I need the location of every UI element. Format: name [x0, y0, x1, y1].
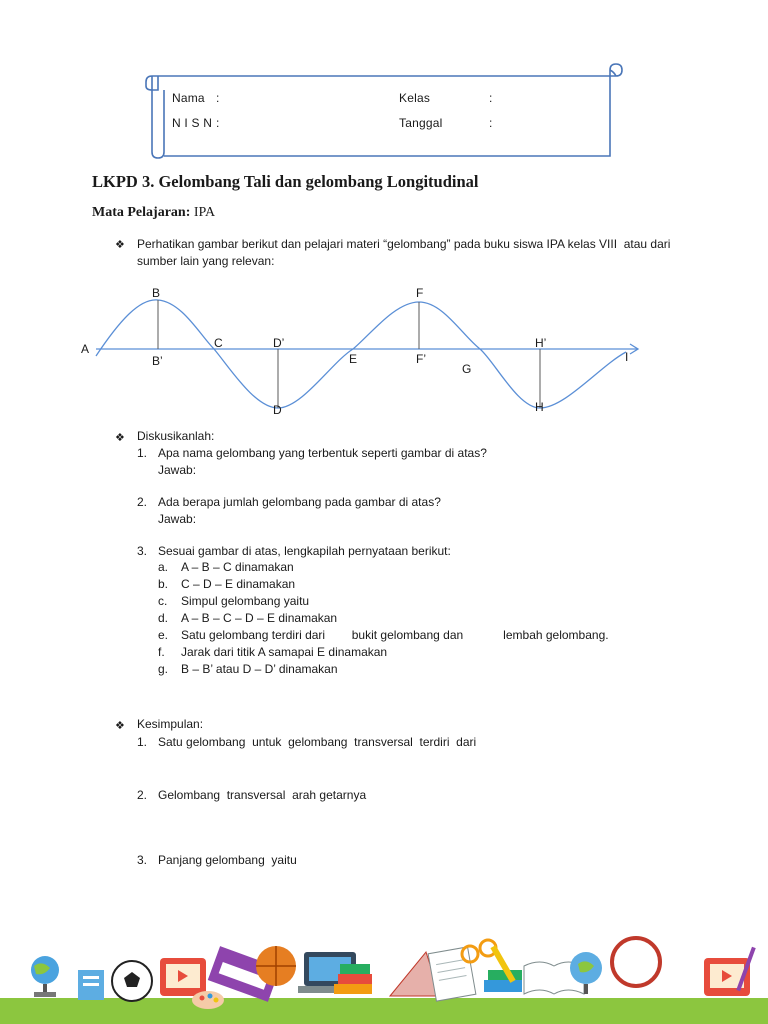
- kelas-label: Kelas: [399, 91, 431, 105]
- wave-label-f-prime: F’: [416, 352, 426, 366]
- kelas-colon: :: [489, 91, 493, 105]
- books-icon: [484, 970, 522, 992]
- tambourine-icon: [612, 938, 660, 986]
- conclusion-3-text: Panjang gelombang yaitu: [158, 853, 297, 867]
- wave-label-f: F: [416, 286, 424, 300]
- subject-line: [92, 205, 215, 221]
- school-supplies-footer-illustration: [0, 936, 768, 1024]
- wave-label-c: C: [214, 336, 223, 350]
- item-letter: d.: [158, 611, 169, 625]
- question-2-number: 2.: [137, 495, 148, 509]
- clipboard-icon: [78, 970, 104, 1000]
- paint-palette-icon: [192, 991, 224, 1009]
- question-3-text: Sesuai gambar di atas, lengkapilah pernyataan berikut:: [158, 544, 451, 558]
- page-title: LKPD 3. Gelombang Tali dan gelombang Longitudinal: [92, 172, 479, 191]
- item-letter: g.: [158, 662, 169, 676]
- conclusion-heading: Kesimpulan:: [137, 717, 204, 731]
- conclusion-1-number: 1.: [137, 735, 148, 749]
- diamond-bullet-icon: ❖: [115, 432, 125, 444]
- item-text: B – B’ atau D – D’ dinamakan: [181, 662, 338, 676]
- basketball-icon: [256, 946, 296, 986]
- transverse-wave-diagram: [70, 280, 670, 420]
- wave-label-g: G: [462, 362, 472, 376]
- wave-label-b-prime: B’: [152, 354, 163, 368]
- wave-label-h: H: [535, 400, 544, 414]
- notebook-icon: [428, 947, 476, 1001]
- wave-label-h-prime: H’: [535, 336, 547, 350]
- wave-label-i: I: [625, 350, 629, 364]
- header-scroll-frame: [140, 60, 630, 164]
- intro-line-1: Perhatikan gambar berikut dan pelajari materi “gelombang” pada buku siswa IPA kelas VIII atau dari: [137, 237, 671, 251]
- question-1-number: 1.: [137, 446, 148, 460]
- item-text: Jarak dari titik A samapai E dinamakan: [181, 645, 388, 659]
- tanggal-colon: :: [489, 116, 493, 130]
- conclusion-1-text: Satu gelombang untuk gelombang transversal terdiri dari: [158, 735, 477, 749]
- question-3-number: 3.: [137, 544, 148, 558]
- footer-green-band: [0, 998, 768, 1024]
- item-text: Satu gelombang terdiri dari bukit gelombang dan lembah gelombang.: [181, 628, 609, 642]
- nisn-label: N I S N: [172, 116, 213, 130]
- wave-label-a: A: [81, 342, 90, 356]
- item-letter: e.: [158, 628, 169, 642]
- item-text: C – D – E dinamakan: [181, 577, 296, 591]
- question-2-text: Ada berapa jumlah gelombang pada gambar di atas?: [158, 495, 441, 509]
- conclusion-3-number: 3.: [137, 853, 148, 867]
- item-text: A – B – C – D – E dinamakan: [181, 611, 338, 625]
- wave-label-b: B: [152, 286, 161, 300]
- item-letter: c.: [158, 594, 168, 608]
- wave-label-d-prime: D’: [273, 336, 285, 350]
- subject-value: IPA: [193, 205, 216, 220]
- wave-label-d: D: [273, 403, 282, 417]
- soccer-ball-icon: [112, 961, 152, 1001]
- conclusion-2-number: 2.: [137, 788, 148, 802]
- diamond-bullet-icon: ❖: [115, 239, 125, 251]
- tanggal-label: Tanggal: [399, 116, 443, 130]
- globe-icon: [31, 956, 59, 997]
- item-text: Simpul gelombang yaitu: [181, 594, 310, 608]
- item-letter: a.: [158, 560, 169, 574]
- intro-line-2: sumber lain yang relevan:: [137, 254, 275, 268]
- diamond-bullet-icon: ❖: [115, 720, 125, 732]
- question-2-answer: Jawab:: [158, 512, 197, 526]
- nisn-colon: :: [216, 116, 220, 130]
- tablet-icon: [160, 958, 206, 996]
- nama-label: Nama: [172, 91, 205, 105]
- item-text: A – B – C dinamakan: [181, 560, 294, 574]
- item-letter: b.: [158, 577, 169, 591]
- item-letter: f.: [158, 645, 165, 659]
- nama-colon: :: [216, 91, 220, 105]
- conclusion-2-text: Gelombang transversal arah getarnya: [158, 788, 367, 802]
- discussion-heading: Diskusikanlah:: [137, 429, 215, 443]
- wave-curve: [96, 300, 629, 408]
- wave-label-e: E: [349, 352, 358, 366]
- subject-label: Mata Pelajaran:: [92, 205, 191, 220]
- question-1-answer: Jawab:: [158, 463, 197, 477]
- question-1-text: Apa nama gelombang yang terbentuk seperti gambar di atas?: [158, 446, 487, 460]
